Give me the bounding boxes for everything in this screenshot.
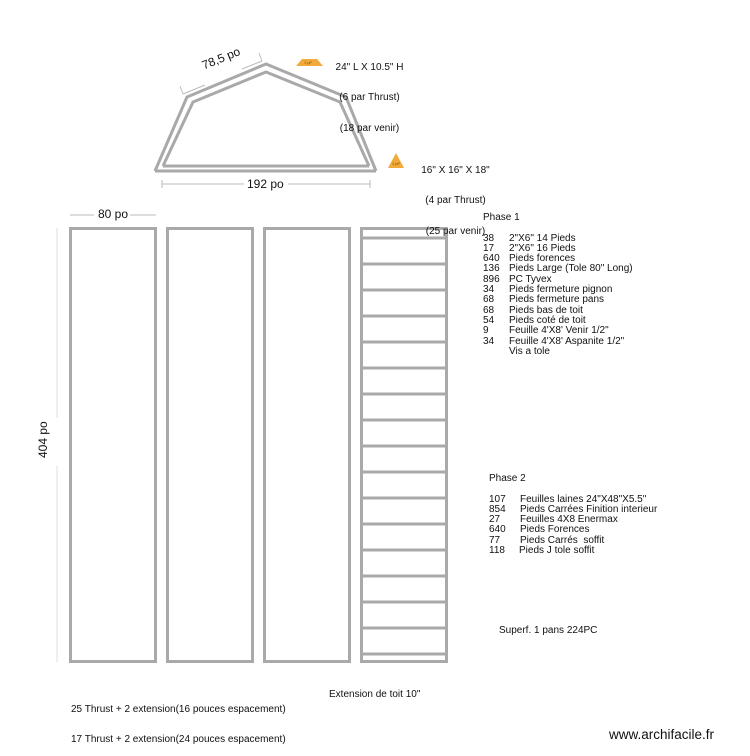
item-desc: Pieds fermeture pignon xyxy=(509,284,613,296)
watermark: www.archifacile.fr xyxy=(608,727,714,742)
item-desc: Feuille 4'X8' Aspanite 1/2" xyxy=(509,335,625,347)
item-desc: Feuille 4'X8' Venir 1/2" xyxy=(509,325,609,337)
phase1-materials-list xyxy=(483,213,633,357)
panel-height-label: 404 po xyxy=(36,421,50,458)
item-qty: 38 xyxy=(483,232,495,244)
item-qty: 640 xyxy=(483,253,500,265)
item-desc: Pieds coté de toit xyxy=(509,314,586,326)
item-desc: Feuilles 4X8 Enermax xyxy=(520,514,618,526)
top-chord-dimension-label: 78,5 po xyxy=(199,44,243,73)
note-line: (25 par venir) xyxy=(425,226,486,238)
item-desc: Feuilles laines 24"X48"X5.5" xyxy=(520,493,647,505)
item-desc: 2"X6" 14 Pieds xyxy=(509,232,576,244)
item-qty: 54 xyxy=(483,314,495,326)
item-desc: Pieds Large (Tole 80" Long) xyxy=(509,263,633,275)
note-line: 16" X 16" X 18" xyxy=(421,164,490,176)
wall-panel-1 xyxy=(71,229,156,662)
thrust-note-line: 25 Thrust + 2 extension(16 pouces espacement) xyxy=(71,703,286,715)
item-qty: 640 xyxy=(489,524,506,536)
item-qty: 34 xyxy=(483,335,495,347)
item-desc: Pieds J tole soffit xyxy=(519,545,595,557)
base-dimension-label: 192 po xyxy=(247,177,284,191)
phase2-title: Phase 2 xyxy=(489,473,526,484)
item-qty: 68 xyxy=(483,294,495,306)
item-desc: Pieds Forences xyxy=(520,524,590,536)
roof-extension-note: Extension de toit 10" xyxy=(329,689,421,700)
thrust-note-line: 17 Thrust + 2 extension(24 pouces espacement) xyxy=(71,734,286,746)
note-line: (6 par Thrust) xyxy=(339,92,400,104)
list-item xyxy=(489,546,657,556)
item-desc: PC Tyvex xyxy=(509,273,552,285)
note-line: 24" L X 10.5" H xyxy=(335,61,404,73)
wall-panel-2 xyxy=(168,229,253,662)
note-line: (18 par venir) xyxy=(339,123,400,135)
gusset-top-badge: 1 pi² xyxy=(304,60,312,65)
panel-width-label: 80 po xyxy=(98,207,129,221)
roof-panel-rungs xyxy=(362,238,446,654)
item-desc: Pieds Carrés soffit xyxy=(520,534,605,546)
phase2-materials-list xyxy=(489,474,657,556)
item-desc: Pieds fermeture pans xyxy=(509,294,605,306)
item-qty: 854 xyxy=(489,503,506,515)
item-qty: 896 xyxy=(483,273,500,285)
item-desc: Vis a tole xyxy=(509,345,550,357)
wall-panel-3 xyxy=(265,229,350,662)
item-qty: 118 xyxy=(489,545,505,557)
item-desc: 2"X6" 16 Pieds xyxy=(509,242,576,254)
item-qty: 68 xyxy=(483,304,495,316)
item-desc: Pieds forences xyxy=(509,253,576,265)
gusset-top-note xyxy=(322,42,417,145)
item-qty: 107 xyxy=(489,493,506,505)
item-qty: 27 xyxy=(489,514,501,526)
list-item xyxy=(483,337,633,347)
item-qty: 77 xyxy=(489,534,501,546)
item-qty: 17 xyxy=(483,242,495,254)
surface-note: Superf. 1 pans 224PC xyxy=(499,625,598,636)
thrust-notes xyxy=(71,684,286,756)
item-qty: 34 xyxy=(483,284,495,296)
item-qty: 9 xyxy=(483,325,489,337)
list-item xyxy=(483,347,633,357)
phase1-title: Phase 1 xyxy=(483,212,520,223)
item-desc: Pieds bas de toit xyxy=(509,304,583,316)
gusset-side-badge: 1 pi² xyxy=(392,161,400,166)
item-qty xyxy=(483,347,509,357)
item-desc: Pieds Carrées Finition interieur xyxy=(520,503,658,515)
note-line: (4 par Thrust) xyxy=(425,195,486,207)
item-qty: 136 xyxy=(483,263,500,275)
list-item xyxy=(483,264,633,274)
